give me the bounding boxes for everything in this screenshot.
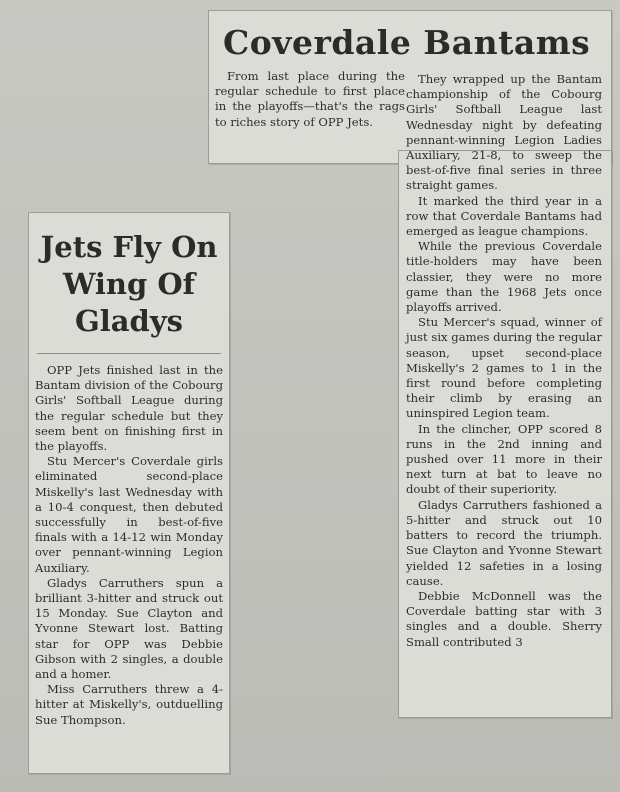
bantams-paragraph-2: It marked the third year in a row that Coverdale Bantams had emerged as league champions. <box>406 193 602 239</box>
bantams-paragraph-4: Stu Mercer's squad, winner of just six games during the regular season, upset second-place Miskelly's 2 games to 1 in the first round before completing their climb by erasing an uninspired Legion team. <box>406 315 602 421</box>
bantams-lead-paragraph: From last place during the regular schedule to first place in the playoffs—that's the rags to riches story of OPP Jets. <box>215 69 405 129</box>
jets-headline: Jets Fly On Wing Of Gladys <box>40 230 218 338</box>
jets-paragraph-3: Gladys Carruthers spun a brilliant 3-hitter and struck out 15 Monday. Sue Clayton and Yvonne Stewart lost. Batting star for OPP was Debbie Gibson with 2 singles, a double and a homer. <box>35 575 223 682</box>
headline-divider <box>37 353 221 354</box>
bantams-paragraph-6: Gladys Carruthers fashioned a 5-hitter and struck out 10 batters to record the triumph. Sue Clayton and Yvonne Stewart yielded 12 safeties in a losing cause. <box>406 497 602 588</box>
jets-paragraph-4: Miss Carruthers threw a 4-hitter at Miskelly's, outduelling Sue Thompson. <box>35 682 223 727</box>
bantams-paragraph-3: While the previous Coverdale title-holders may have been classier, they were no more game than the 1968 Jets once playoffs arrived. <box>406 239 602 315</box>
jets-paragraph-2: Stu Mercer's Coverdale girls eliminated second-place Miskelly's last Wednesday with a 10-4 conquest, then debuted successfully in best-of-five finals with a 14-12 win Monday over pennant-winning Legion Auxiliary. <box>35 454 223 575</box>
jets-paragraph-1: OPP Jets finished last in the Bantam division of the Cobourg Girls' Softball League during the regular schedule but they seem bent on finishing first in the playoffs. <box>35 363 223 454</box>
jets-clipping <box>28 212 230 774</box>
jets-text-column <box>35 363 223 728</box>
bantams-lead-column <box>215 69 405 130</box>
bantams-paragraph-1: They wrapped up the Bantam championship of the Cobourg Girls' Softball League last Wednesday night by defeating pennant-winning Legion Ladies Auxiliary, 21-8, to sweep the best-of-five final series in three straight games. <box>406 72 602 193</box>
bantams-paragraph-5: In the clincher, OPP scored 8 runs in the 2nd inning and pushed over 11 more in their next turn at bat to leave no doubt of their superiority. <box>406 421 602 497</box>
bantams-text-column <box>406 72 602 650</box>
bantams-headline: Coverdale Bantams <box>223 23 591 62</box>
bantams-paragraph-7: Debbie McDonnell was the Coverdale batting star with 3 singles and a double. Sherry Small contributed 3 <box>406 588 602 649</box>
